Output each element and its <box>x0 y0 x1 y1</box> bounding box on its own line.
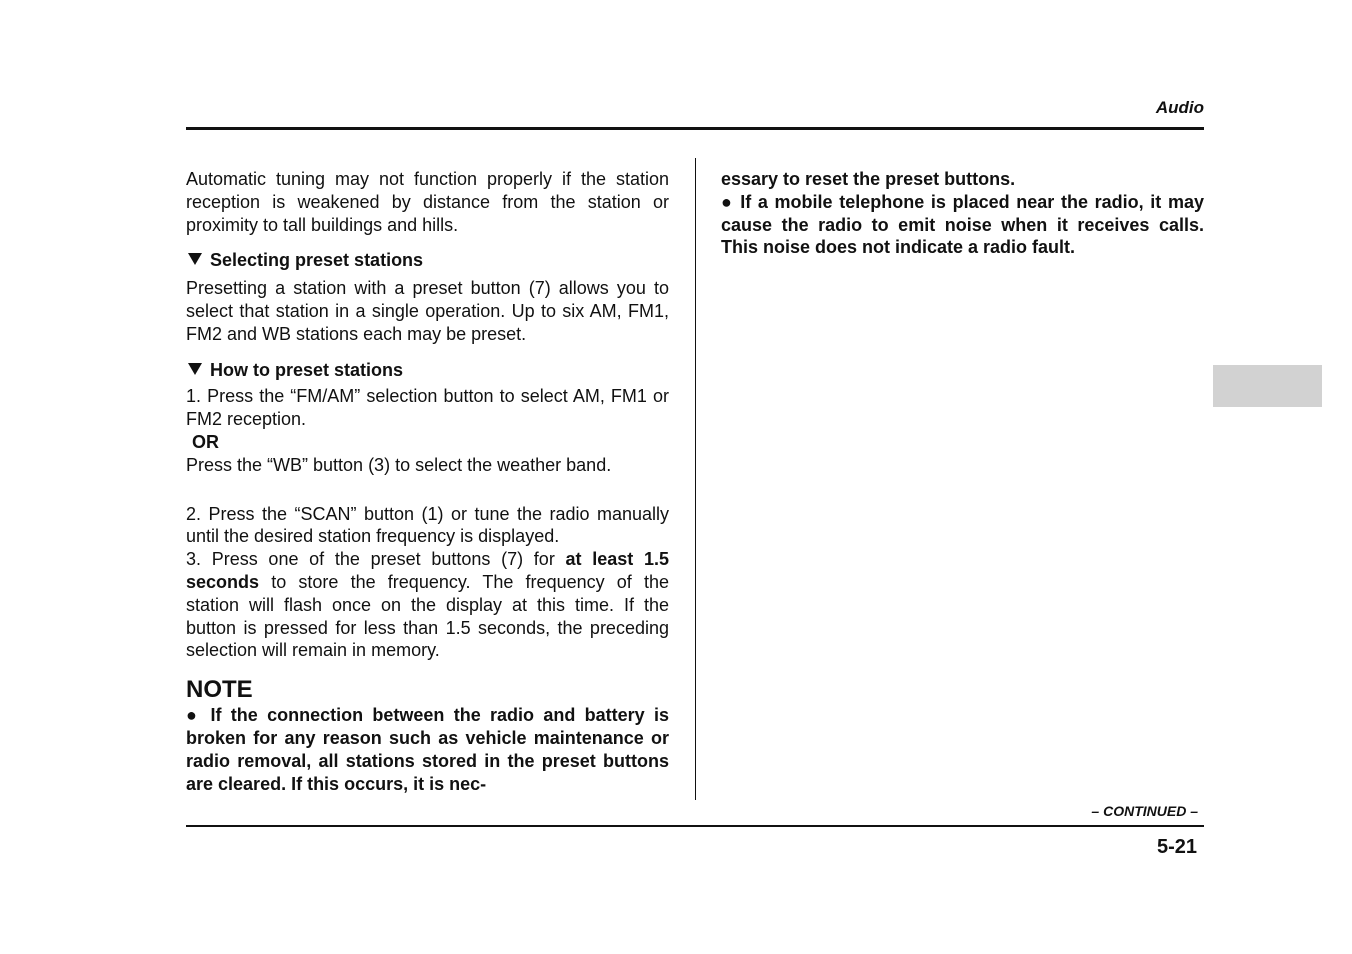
heading-selecting-preset-stations <box>186 249 669 272</box>
selecting-paragraph: Presetting a station with a preset button (7) allows you to select that station in a single operation. Up to six AM, FM1, FM2 and WB stations each may be preset. <box>186 278 669 344</box>
step-3-text-rest: to store the frequency. The frequency of the station will flash once on the display at this time. If the button is pressed for less than 1.5 seconds, the preceding selection will remain in memory. <box>186 571 669 661</box>
bottom-rule <box>186 825 1204 827</box>
step-1: 1. Press the “FM/AM” selection button to select AM, FM1 or FM2 reception. <box>186 386 669 430</box>
section-title: Audio <box>1155 98 1204 117</box>
top-rule <box>186 127 1204 130</box>
bullet-icon: ● <box>186 705 202 726</box>
column-divider <box>695 158 696 800</box>
note-item-1 <box>186 704 669 795</box>
note-item-2 <box>721 191 1204 259</box>
heading-how-to-preset-stations <box>186 359 669 382</box>
bullet-icon: ● <box>721 191 734 212</box>
left-column <box>186 168 669 795</box>
heading-text: How to preset stations <box>210 359 404 380</box>
note-item-1-continued: essary to reset the preset buttons. <box>721 169 1016 189</box>
step-3-emphasis: at least 1.5 seconds <box>186 549 669 592</box>
intro-paragraph: Automatic tuning may not function properly if the station reception is weakened by distance from the station or proximity to tall buildings and hills. <box>186 169 669 235</box>
note-item-1-text: If the connection between the radio and battery is broken for any reason such as vehicle maintenance or radio removal, all stations stored in the preset buttons are cleared. If this occurs, it is nec- <box>186 705 669 794</box>
note-title: NOTE <box>186 676 253 704</box>
continued-label: – CONTINUED – <box>1091 803 1198 819</box>
page-number: 5-21 <box>1156 836 1197 858</box>
triangle-down-icon <box>188 363 202 375</box>
wb-step: Press the “WB” button (3) to select the weather band. <box>186 454 612 475</box>
step-3 <box>186 548 669 662</box>
chapter-tab <box>1213 365 1322 407</box>
step-3-text: 3. Press one of the preset buttons (7) for <box>186 549 566 570</box>
triangle-down-icon <box>188 253 202 265</box>
step-2: 2. Press the “SCAN” button (1) or tune the radio manually until the desired station frequency is displayed. <box>186 503 669 547</box>
right-column <box>721 168 1204 259</box>
note-item-2-text: If a mobile telephone is placed near the radio, it may cause the radio to emit noise when it receives calls. This noise does not indicate a radio fault. <box>721 191 1204 258</box>
or-separator: OR <box>192 431 219 452</box>
heading-text: Selecting preset stations <box>210 250 424 271</box>
